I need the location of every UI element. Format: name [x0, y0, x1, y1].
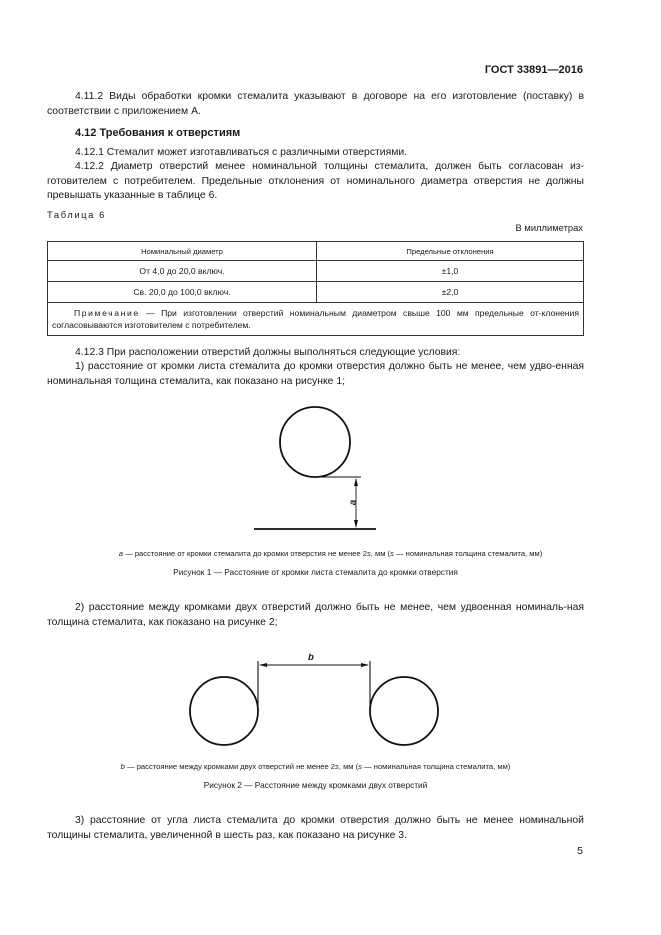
arrow-right [361, 663, 369, 667]
table-cell-diameter: Св. 20,0 до 100,0 включ. [48, 282, 317, 303]
legend-symbol: a [118, 549, 123, 558]
table-cell-diameter: От 4,0 до 20,0 включ. [48, 261, 317, 282]
page-number: 5 [577, 845, 583, 857]
table-label: Таблица 6 [47, 209, 106, 220]
legend-symbol: b [120, 762, 125, 771]
figure-1-legend: a — расстояние от кромки стемалита до кромки отверстия не менее 2s, мм (s — номинальная толщина стемалита, мм) [118, 549, 543, 558]
paragraph-4-12-1: 4.12.1 Стемалит может изготавливаться с различными отверстиями. [75, 147, 408, 158]
paragraph-4-12-3: 4.12.3 При расположении отверстий должны выполняться следующие условия: [75, 347, 461, 358]
condition-3: 3) расстояние от угла листа стемалита до кромки отверстия должно быть не менее номинальной толщины стемалита, увеличенной в шесть раз, как показано на рисунке 3. [47, 815, 584, 841]
section-heading-4-12: 4.12 Требования к отверстиям [75, 127, 241, 139]
condition-2: 2) расстояние между кромками двух отверстий должно быть не менее, чем удвоенная номиналь-ная толщина стемалита, как показано на рисунке 2; [47, 602, 584, 628]
arrow-left [259, 663, 267, 667]
figure-2-caption: Рисунок 2 — Расстояние между кромками двух отверстий [203, 780, 428, 790]
paragraph-4-12-2: 4.12.2 Диаметр отверстий менее номинальной толщины стемалита, должен быть согласован из-готовителем с потребителем. Предельные отклонения от номинального диаметра отверстия не должны превышать указанные в таблице 6. [47, 161, 584, 201]
figure-2-legend: b — расстояние между кромками двух отверстий не менее 2s, мм (s — номинальная толщина стемалита, мм) [120, 762, 511, 771]
table-header-diameter: Номинальный диаметр [48, 242, 317, 261]
units-note: В миллиметрах [515, 222, 583, 233]
document-id: ГОСТ 33891—2016 [484, 64, 583, 76]
condition-1: 1) расстояние от кромки листа стемалита до кромки отверстия должно быть не менее, чем удво-енная номинальная толщина стемалита, как показано на рисунке 1; [47, 361, 584, 387]
note-label: Примечание [74, 307, 140, 318]
paragraph-4-11-2: 4.11.2 Виды обработки кромки стемалита указывают в договоре на его изготовление (поставку) в соответствии с приложением А. [47, 91, 584, 117]
dimension-label-a: a [347, 499, 359, 506]
dimension-label-b: b [308, 652, 314, 663]
hole-circle-right [370, 677, 438, 745]
table-header-deviation: Предельные отклонения [317, 242, 584, 261]
note-text: — При изготовлении отверстий номинальным диаметром свыше 100 мм предельные от-клонения согласовываются изготовителем с потребителем. [52, 307, 579, 330]
hole-circle-left [190, 677, 258, 745]
table-cell-deviation: ±1,0 [317, 261, 584, 282]
figure-1-caption: Рисунок 1 — Расстояние от кромки листа стемалита до кромки отверстия [173, 567, 458, 577]
table-cell-deviation: ±2,0 [317, 282, 584, 303]
